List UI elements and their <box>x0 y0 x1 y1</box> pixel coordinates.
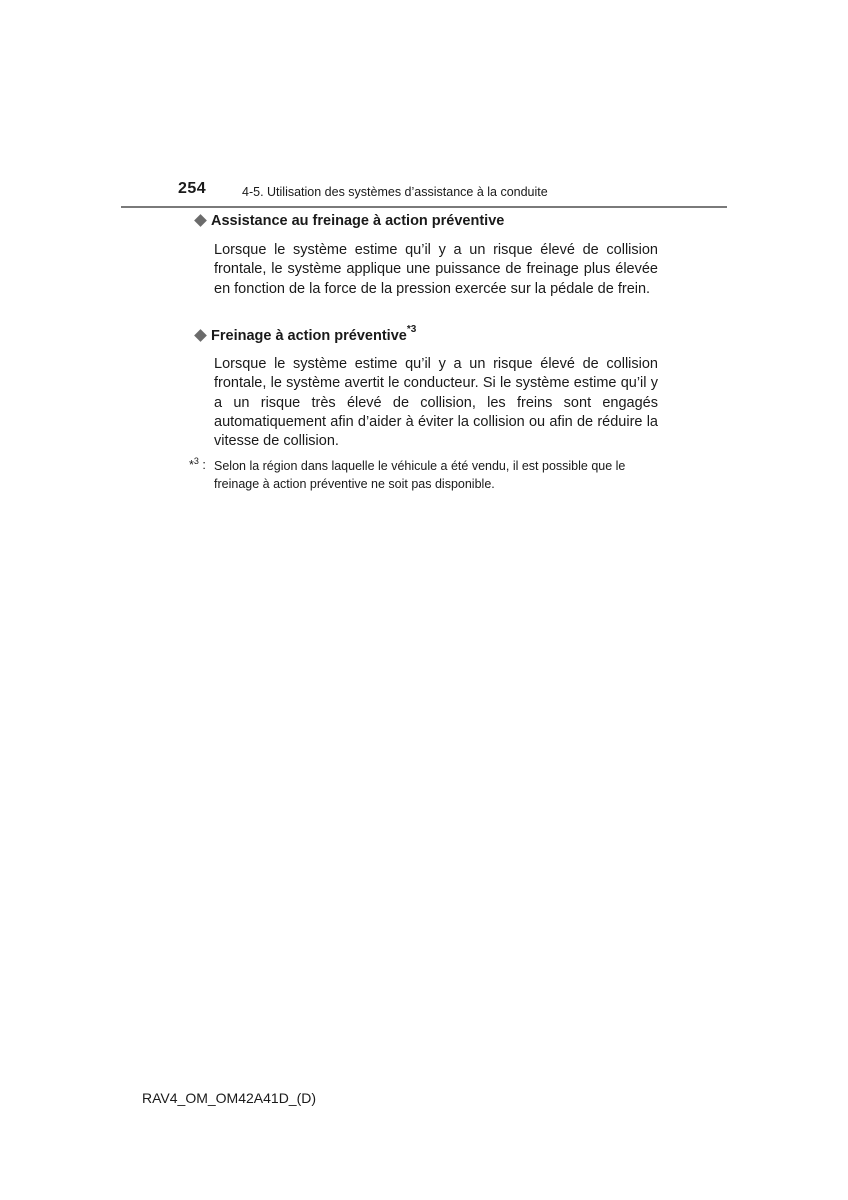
heading-brake-assist <box>194 213 504 229</box>
paragraph-brake-assist: Lorsque le système estime qu’il y a un risque élevé de collision frontale, le système applique une puissance de freinage plus élevée en fonction de la force de la pression exercée sur la pédale de frein. <box>214 242 658 297</box>
diamond-bullet-icon <box>194 214 207 227</box>
section-title: 4-5. Utilisation des systèmes d’assistance à la conduite <box>242 185 548 199</box>
heading-preventive-braking-text: Freinage à action préventive <box>211 327 407 344</box>
heading-preventive-braking <box>194 326 416 344</box>
document-code: RAV4_OM_OM42A41D_(D) <box>142 1090 317 1106</box>
page-number: 254 <box>178 180 207 197</box>
footnote-reference: *3 <box>406 324 417 335</box>
diamond-bullet-icon <box>194 329 207 342</box>
paragraph-preventive-braking: Lorsque le système estime qu’il y a un risque élevé de collision frontale, le système avertit le conducteur. Si le système estime qu’il y a un risque très élevé de collision, les freins sont engagés automatiquement afin d’aider à éviter la collision ou afin de réduire la vitesse de collision. <box>214 356 658 450</box>
header-divider <box>121 206 727 208</box>
heading-brake-assist-text: Assistance au freinage à action préventive <box>211 213 505 229</box>
footnote-text: Selon la région dans laquelle le véhicule a été vendu, il est possible que le freinage à action préventive ne soit pas disponible. <box>214 459 626 491</box>
footnote-marker: *$^3$ : <box>189 456 206 473</box>
